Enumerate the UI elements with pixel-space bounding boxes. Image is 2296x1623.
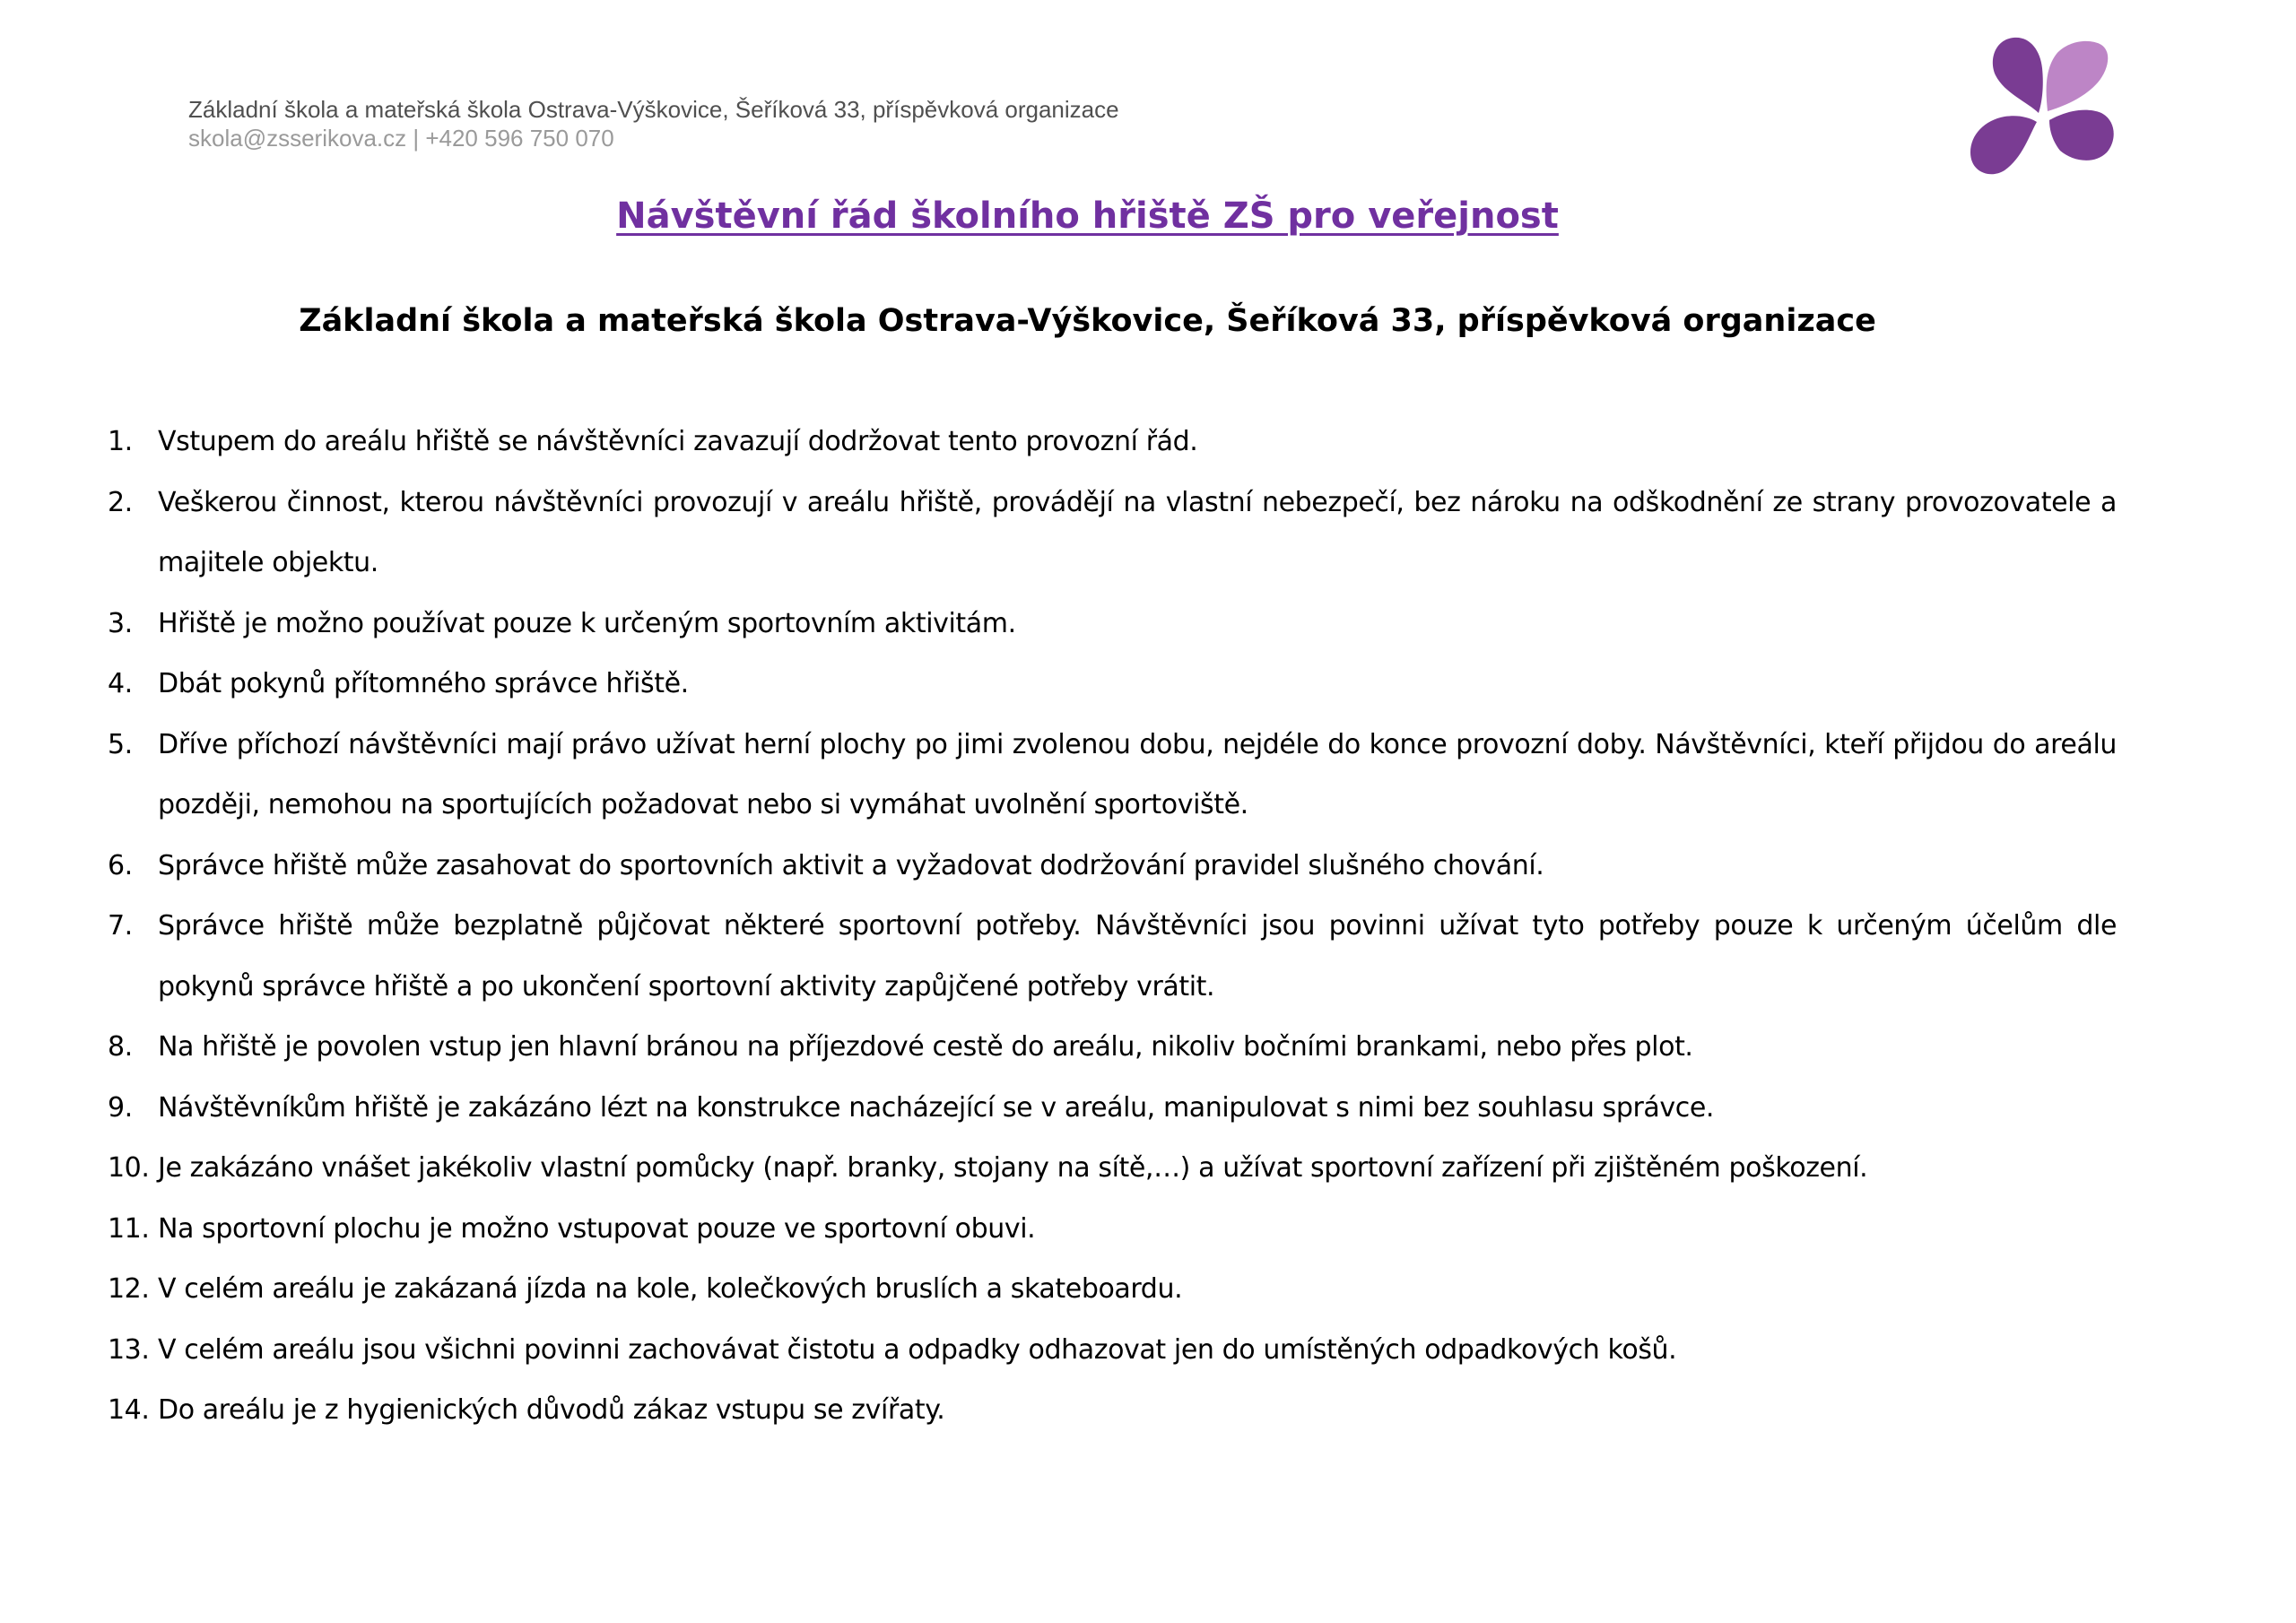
rule-item [108, 1199, 2117, 1260]
rule-item [108, 1259, 2117, 1320]
rule-number: 8. [108, 1031, 133, 1063]
logo-petal-top-right [2047, 41, 2109, 111]
rule-number: 13. [108, 1333, 150, 1366]
rule-item [108, 1017, 2117, 1078]
rule-text: Návštěvníkům hřiště je zakázáno lézt na konstrukce nacházející se v areálu, manipulovat s nimi bez souhlasu správce. [158, 1091, 1715, 1124]
rule-number: 1. [108, 426, 133, 457]
rule-item [108, 473, 2117, 594]
rule-item [108, 1380, 2117, 1441]
rule-number: 7. [108, 910, 133, 942]
rule-text: Veškerou činnost, kterou návštěvníci provozují v areálu hřiště, provádějí na vlastní nebezpečí, bez nároku na odškodnění ze strany provozovatele a majitele objektu. [158, 486, 2117, 578]
rule-item [108, 412, 2117, 473]
logo-petal-bottom-left [1970, 116, 2037, 174]
logo-petal-top-left [1993, 38, 2043, 113]
rules-list [108, 412, 2117, 1441]
rule-item [108, 836, 2117, 897]
rule-text: Je zakázáno vnášet jakékoliv vlastní pomůcky (např. branky, stojany na sítě,…) a užívat sportovní zařízení při zjištěném poškození. [158, 1152, 1868, 1184]
rule-number: 6. [108, 849, 133, 881]
rule-item [108, 1078, 2117, 1139]
rule-item [108, 594, 2117, 655]
rule-text: Dbát pokynů přítomného správce hřiště. [158, 668, 689, 699]
document-subtitle: Základní škola a mateřská škola Ostrava-Výškovice, Šeříková 33, příspěvková organizace [299, 303, 1876, 339]
rule-text: Správce hřiště může bezplatně půjčovat některé sportovní potřeby. Návštěvníci jsou povinni užívat tyto potřeby pouze k určeným účelům dle pokynů správce hřiště a po ukončení sportovní aktivity zapůjčené potřeby vrátit. [158, 910, 2117, 1002]
violet-flower-logo-icon [1969, 34, 2117, 176]
rule-number: 14. [108, 1394, 150, 1426]
rule-number: 10. [108, 1152, 150, 1184]
rule-number: 9. [108, 1091, 133, 1124]
rule-text: Hřiště je možno používat pouze k určeným sportovním aktivitám. [158, 607, 1016, 639]
rule-text: Dříve příchozí návštěvníci mají právo užívat herní plochy po jimi zvolenou dobu, nejdéle do konce provozní doby. Návštěvníci, kteří přijdou do areálu později, nemohou na sportujících požadovat nebo si vymáhat uvolnění sportoviště. [158, 728, 2117, 820]
rule-text: V celém areálu jsou všichni povinni zachovávat čistotu a odpadky odhazovat jen do umístěných odpadkových košů. [158, 1333, 1677, 1366]
rule-text: V celém areálu je zakázaná jízda na kole, kolečkových bruslích a skateboardu. [158, 1273, 1183, 1305]
rule-number: 11. [108, 1212, 150, 1245]
rule-item [108, 715, 2117, 836]
document-title: Návštěvní řád školního hřiště ZŠ pro veřejnost [616, 195, 1559, 237]
rule-number: 4. [108, 668, 133, 699]
logo-flower-center [2039, 112, 2048, 121]
rule-number: 12. [108, 1273, 150, 1305]
rule-text: Na sportovní plochu je možno vstupovat pouze ve sportovní obuvi. [158, 1212, 1036, 1245]
rule-number: 5. [108, 728, 133, 760]
logo-petal-bottom-right [2049, 110, 2114, 161]
rule-number: 2. [108, 486, 133, 518]
rule-item [108, 654, 2117, 715]
rule-text: Vstupem do areálu hřiště se návštěvníci zavazují dodržovat tento provozní řád. [158, 426, 1198, 457]
letterhead-text [188, 95, 1119, 152]
rule-item [108, 1320, 2117, 1381]
letterhead-contact: skola@zsserikova.cz | +420 596 750 070 [188, 125, 614, 152]
rule-text: Na hřiště je povolen vstup jen hlavní bránou na příjezdové cestě do areálu, nikoliv bočními brankami, nebo přes plot. [158, 1031, 1693, 1063]
rule-item [108, 896, 2117, 1017]
rule-text: Správce hřiště může zasahovat do sportovních aktivit a vyžadovat dodržování pravidel slušného chování. [158, 849, 1544, 881]
rule-item [108, 1138, 2117, 1199]
rule-number: 3. [108, 607, 133, 639]
letterhead-organization: Základní škola a mateřská škola Ostrava-Výškovice, Šeříková 33, příspěvková organizace [188, 96, 1119, 123]
rule-text: Do areálu je z hygienických důvodů zákaz vstupu se zvířaty. [158, 1394, 945, 1426]
